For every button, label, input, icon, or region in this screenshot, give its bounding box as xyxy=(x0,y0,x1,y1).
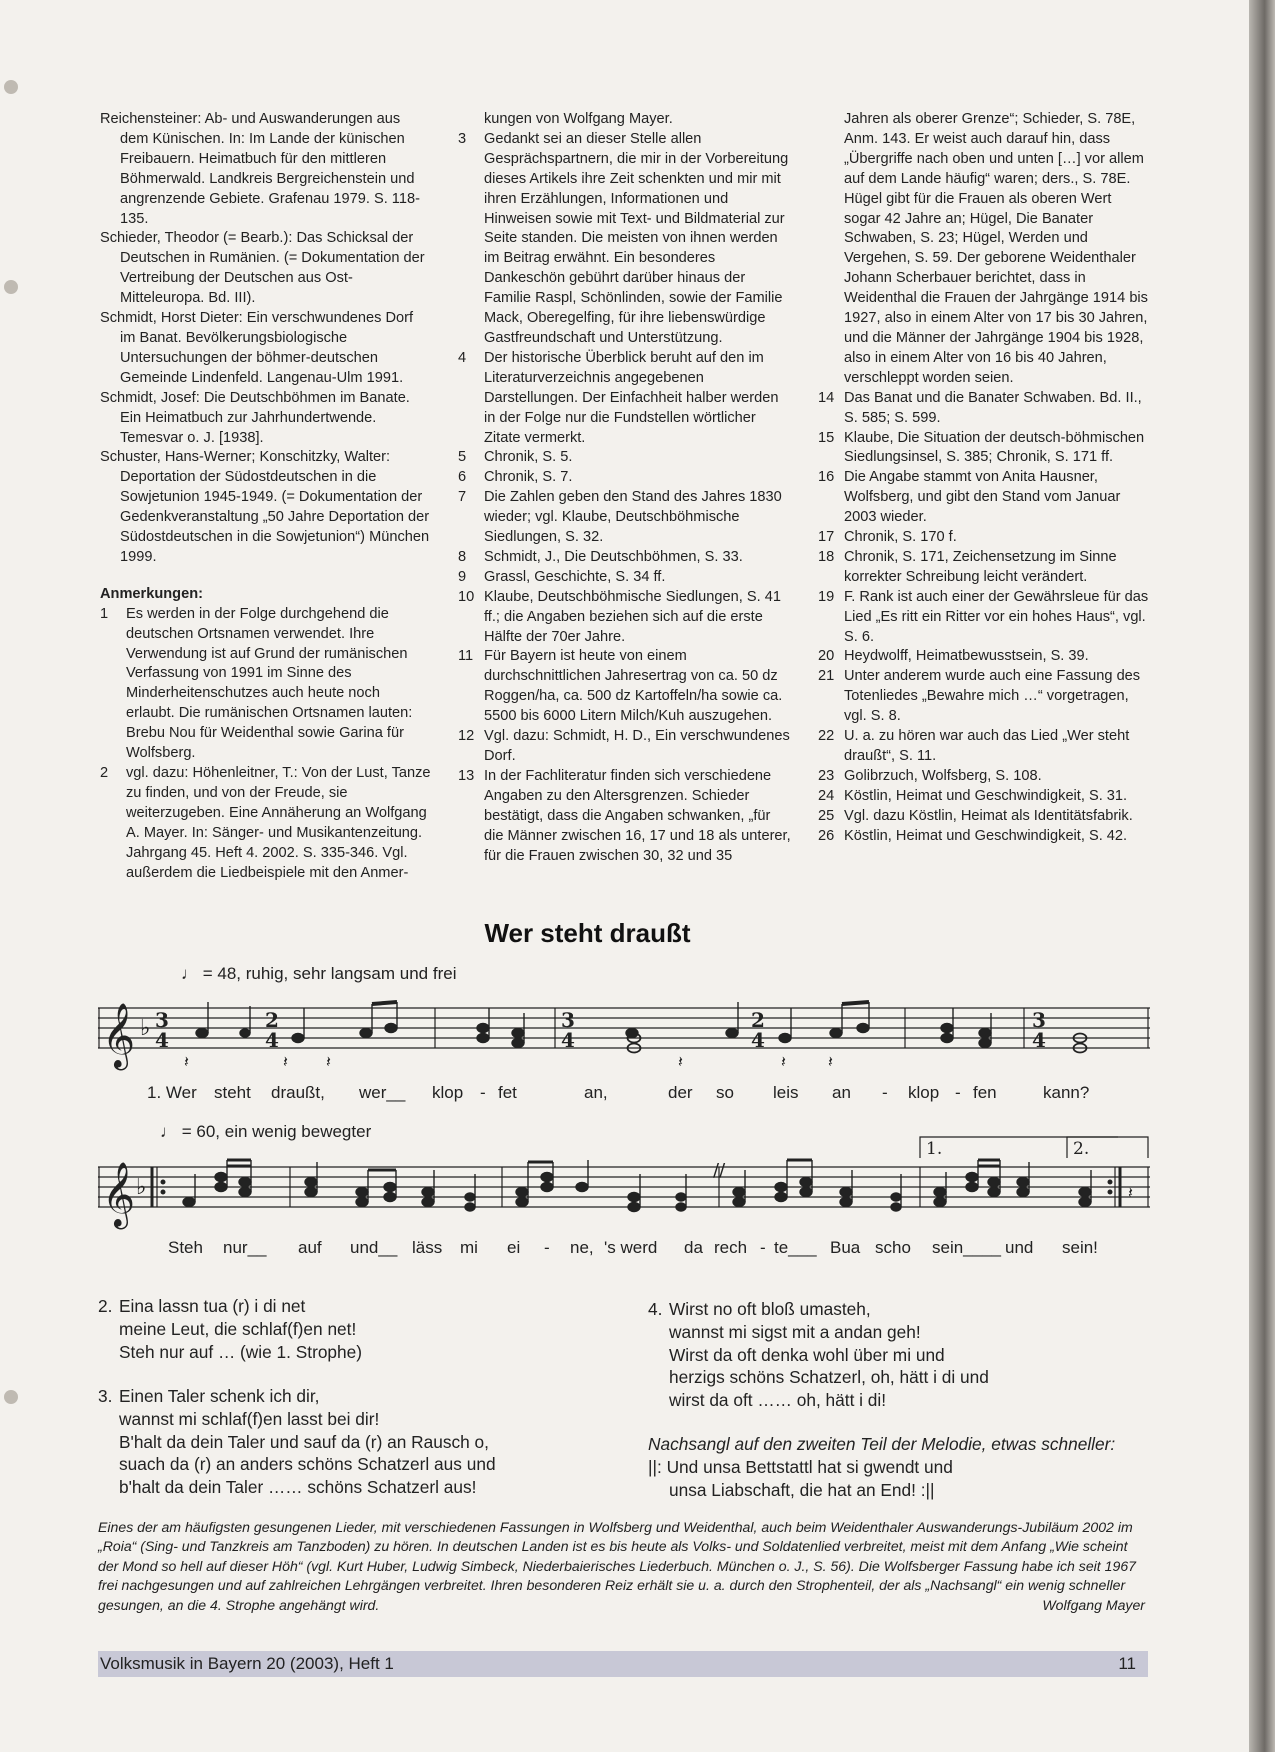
song-title: Wer steht draußt xyxy=(484,918,691,948)
footnote: 15 Klaube, Die Situation der deutsch-böhmischen Siedlungsinsel, S. 385; Chronik, S. 171 ff. xyxy=(818,429,1145,466)
lyric-syllable: klop xyxy=(908,1083,940,1102)
punch-hole xyxy=(4,80,18,94)
volta-2: 2. xyxy=(1073,1139,1090,1159)
lyric-syllable: kann? xyxy=(1043,1083,1090,1102)
lyric-syllable: an xyxy=(832,1083,851,1102)
lyric-syllable: sein____ xyxy=(932,1238,1002,1257)
footnote: 24 Köstlin, Heimat und Geschwindigkeit, S. 31. xyxy=(818,787,1128,804)
lyric-syllable: 1. Wer xyxy=(147,1083,197,1102)
footnote: 22 U. a. zu hören war auch das Lied „Wer steht draußt“, S. 11. xyxy=(818,728,1130,764)
quarter-rest-icon: 𝄽 xyxy=(184,1052,189,1071)
treble-clef-icon: 𝄞 xyxy=(102,1162,136,1227)
lyric-syllable: wer__ xyxy=(359,1083,406,1102)
lyric-syllable: - xyxy=(544,1238,550,1257)
svg-text:4: 4 xyxy=(1032,1028,1046,1052)
lyric-syllable: an, xyxy=(584,1083,608,1102)
footnote: 2 vgl. dazu: Höhenleitner, T.: Von der Lust, Tanze zu finden, und von der Freude, sie weiterzugeben. Eine Annäherung an Wolfgang A. Mayer. In: Sänger- und Musikantenzeitung. Jahrgang 45. Heft 4. 2002. S. 335-346. Vgl. außerdem die Liedbeispiele mit den Anmer- xyxy=(100,765,431,881)
footnote: 13 In der Fachliteratur finden sich verschiedene Angaben zu den Altersgrenzen. Schieder bestätigt, dass die Angaben schwanken, „für die Männer zwischen 16, 17 und 18 als unterer, für die Frauen zwischen 30, 32 und 35 xyxy=(458,767,791,864)
punch-hole xyxy=(4,280,18,294)
svg-text:2: 2 xyxy=(751,1008,765,1032)
lyric-syllable: - xyxy=(760,1238,766,1257)
lyric-syllable: 's werd xyxy=(604,1238,658,1257)
quarter-note-icon: ♩ xyxy=(181,964,198,983)
lyric-syllable: ne, xyxy=(570,1238,594,1257)
footnote-continuation: kungen von Wolfgang Mayer. xyxy=(484,111,673,127)
lyric-syllable: Steh xyxy=(168,1238,203,1257)
commentary-author: Wolfgang Mayer xyxy=(1042,1596,1145,1613)
volta-1: 1. xyxy=(926,1139,943,1159)
reference-entry: Schmidt, Horst Dieter: Ein verschwundenes Dorf im Banat. Bevölkerungsbiologische Untersuchungen der böhmer-deutschen Gemeinde Lindenfeld. Langenau-Ulm 1991. xyxy=(100,310,414,386)
quarter-rest-icon: 𝄽 xyxy=(828,1052,833,1071)
lyric-syllable: steht xyxy=(214,1083,251,1102)
lyric-syllable: ei xyxy=(507,1238,521,1257)
footnote: 5 Chronik, S. 5. xyxy=(458,449,573,466)
svg-text:2: 2 xyxy=(265,1008,279,1032)
lyric-syllable: sein! xyxy=(1062,1238,1098,1257)
reference-entry: Schmidt, Josef: Die Deutschböhmen im Banate. Ein Heimatbuch zur Jahrhundertwende. Temesvar o. J. [1938]. xyxy=(100,389,410,446)
lyric-syllable: da xyxy=(684,1238,703,1257)
footnote: 1 Es werden in der Folge durchgehend die deutschen Ortsnamen verwendet. Ihre Verwendung ist auf Grund der rumänischen Verfassung von 1991 im Sinne des Minderheitenschutzes auch heute noch erlaubt. Die rumänischen Ortsnamen lauten: Brebu Nou für Weidenthal sowie Garina für Wolfsberg. xyxy=(100,605,413,762)
quarter-rest-icon: 𝄽 xyxy=(283,1052,288,1071)
reference-entry: Schieder, Theodor (= Bearb.): Das Schicksal der Deutschen in Rumänien. (= Dokumentation der Vertreibung der Deutschen aus Ost-Mitteleuropa. Bd. III). xyxy=(100,230,425,307)
lyric-syllable: so xyxy=(716,1083,734,1102)
footnote-continuation: Jahren als oberer Grenze“; Schieder, S. 78E, Anm. 143. Er weist auch darauf hin, dass „Übergriffe nach oben und unten […] vor allem auf dem Lande häufig“ waren; ders., S. 78E. Hügel gibt für die Frauen als oberen Wert sogar 42 Jahre an; Hügel, Die Banater Schwaben, S. 23; Hügel, Werden und Vergehen, S. 59. Der geborene Weidenthaler Johann Scherbauer berichtet, dass in Weidenthal die Frauen der Jahrgänge 1914 bis 1927, also in einem Alter von 17 bis 30 Jahren, und die Männer der Jahrgänge 1904 bis 1928, also in einem Alter von 16 bis 40 Jahren, verschleppt worden seien. xyxy=(844,111,1148,386)
reference-entry: Schuster, Hans-Werner; Konschitzky, Walter: Deportation der Südostdeutschen in die Sowjetunion 1945-1949. (= Dokumentation der Gedenkveranstaltung „50 Jahre Deportation der Südostdeutschen in die Sowjetunion“) München 1999. xyxy=(100,449,430,565)
lyric-syllable: Bua xyxy=(830,1238,861,1257)
lyric-syllable: nur__ xyxy=(223,1238,267,1257)
lyric-syllable: klop xyxy=(432,1083,464,1102)
lyric-syllable: te___ xyxy=(774,1238,817,1257)
quarter-rest-icon: 𝄽 xyxy=(781,1052,786,1071)
svg-text:3: 3 xyxy=(1032,1008,1046,1032)
footnote: 21 Unter anderem wurde auch eine Fassung des Totenliedes „Bewahre mich …“ vorgetragen, vgl. S. 8. xyxy=(818,668,1141,725)
lyric-syllable: - xyxy=(955,1083,961,1102)
page-number: 11 xyxy=(1118,1654,1136,1673)
song-commentary: Eines der am häufigsten gesungenen Lieder, mit verschiedenen Fassungen in Wolfsberg und Weidenthal, auch beim Weidenthaler Auswanderungs-Jubiläum 2002 im „Roia“ (Sing- und Tanzkreis am Tanzboden) zu hören. In deutschen Landen ist es bis heute als Volks- und Soldatenlied verbreitet, meist mit dem Anfang „Wie scheint der Mond so hell auf dieser Höh“ (vgl. Kurt Huber, Ludwig Simbeck, Niederbaierisches Liederbuch. München o. J., S. 56). Die Wolfsberger Fassung habe ich seit 1967 frei nachgesungen und auf zahlreichen Lehrgängen verbreitet. Ihren besonderen Reiz erhält sie u. a. durch den Strophenteil, der als „Nachsangl“ ein wenig schneller gesungen, an die 4. Strophe angehängt wird. Wolfgang Mayer xyxy=(98,1518,1145,1615)
footnote: 11 Für Bayern ist heute von einem durchschnittlichen Jahresertrag von ca. 50 dz Roggen/ha, ca. 500 dz Kartoffeln/ha sowie ca. 5500 bis 6000 Litern Milch/Kuh auszugehen. xyxy=(458,648,783,725)
lyric-syllable: draußt, xyxy=(271,1083,325,1102)
svg-text:3: 3 xyxy=(561,1008,575,1032)
reference-entry: Reichensteiner: Ab- und Auswanderungen aus dem Künischen. In: Im Lande der künischen Freibauern. Heimatbuch für den mittleren Böhmerwald. Landkreis Bergreichenstein und angrenzende Gebiete. Grafenau 1979. S. 118-135. xyxy=(100,111,420,227)
footnote: 18 Chronik, S. 171, Zeichensetzung im Sinne korrekter Schreibung leicht verändert. xyxy=(818,548,1117,585)
treble-clef-icon: 𝄞 xyxy=(102,1003,136,1068)
verse-3: 3. Einen Taler schenk ich dir, wannst mi schlaf(f)en lasst bei dir! B'halt da dein Taler und sauf da (r) an Rausch o, suach da (r) an anders schöns Schatzerl aus und b'halt da dein Taler …… schöns Schatzerl aus! xyxy=(98,1386,496,1498)
svg-text:3: 3 xyxy=(155,1008,169,1032)
quarter-rest-icon: 𝄽 xyxy=(1128,1183,1133,1202)
footnote: 3 Gedankt sei an dieser Stelle allen Gesprächspartnern, die mir in der Vorbereitung dieses Artikels ihre Zeit schenkten und mir mit ihren Erzählungen, Informationen und Hinweisen sowie mit Text- und Bildmaterial zur Seite standen. Die meisten von ihnen werden im Beitrag erwähnt. Ein besonderes Dankeschön gebührt darüber hinaus der Familie Raspl, Schönlinden, sowie der Familie Mack, Oberegelfing, für ihre liebenswürdige Gastfreundschaft und Unterstützung. xyxy=(458,130,789,346)
nachsangl: Nachsangl auf den zweiten Teil der Melodie, etwas schneller: ||: Und unsa Bettstattl hat si gwendt und unsa Liabschaft, die hat an End! :|| xyxy=(648,1433,1158,1501)
quarter-rest-icon: 𝄽 xyxy=(326,1052,331,1071)
lyric-syllable: läss xyxy=(412,1238,443,1257)
footnote: 26 Köstlin, Heimat und Geschwindigkeit, S. 42. xyxy=(818,827,1128,844)
music-staff-1 xyxy=(98,988,1152,1078)
lyric-syllable: leis xyxy=(773,1083,799,1102)
lyric-syllable: auf xyxy=(298,1238,322,1257)
footnote: 25 Vgl. dazu Köstlin, Heimat als Identitätsfabrik. xyxy=(818,807,1133,824)
flat-icon: ♭ xyxy=(136,1175,147,1200)
svg-text:4: 4 xyxy=(265,1028,279,1052)
lyric-syllable: fet xyxy=(498,1083,517,1102)
footnote: 20 Heydwolff, Heimatbewusstsein, S. 39. xyxy=(818,648,1089,665)
caesura-icon: // xyxy=(713,1160,726,1181)
lyric-syllable: der xyxy=(668,1083,693,1102)
journal-citation: Volksmusik in Bayern 20 (2003), Heft 1 xyxy=(100,1654,394,1673)
footnote: 7 Die Zahlen geben den Stand des Jahres 1830 wieder; vgl. Klaube, Deutschböhmische Siedlungen, S. 32. xyxy=(458,489,782,546)
lyric-syllable: fen xyxy=(973,1083,997,1102)
lyrics-line-2 xyxy=(0,1238,1200,1262)
flat-icon: ♭ xyxy=(140,1016,151,1041)
text-column-2 xyxy=(458,110,791,866)
lyric-syllable: rech xyxy=(714,1238,748,1257)
nachsangl-title: Nachsangl auf den zweiten Teil der Melodie, etwas schneller: xyxy=(648,1434,1116,1454)
lyrics-line-1 xyxy=(0,1083,1200,1107)
footnote: 19 F. Rank ist auch einer der Gewährsleue für das Lied „Es ritt ein Ritter vor ein hohes Haus“, vgl. S. 6. xyxy=(818,588,1149,645)
lyric-syllable: und__ xyxy=(350,1238,398,1257)
lyric-syllable: - xyxy=(480,1083,486,1102)
page-footer xyxy=(98,1651,1148,1677)
footnote: 10 Klaube, Deutschböhmische Siedlungen, S. 41 ff.; die Angaben beziehen sich auf die erste Hälfte der 70er Jahre. xyxy=(458,588,781,645)
lyric-syllable: mi xyxy=(460,1238,478,1257)
lyric-syllable: und xyxy=(1005,1238,1034,1257)
footnote: 6 Chronik, S. 7. xyxy=(458,469,573,486)
footnote: 23 Golibrzuch, Wolfsberg, S. 108. xyxy=(818,767,1042,784)
footnote: 17 Chronik, S. 170 f. xyxy=(818,529,957,546)
footnote: 8 Schmidt, J., Die Deutschböhmen, S. 33. xyxy=(458,548,743,565)
svg-text:4: 4 xyxy=(561,1028,575,1052)
quarter-rest-icon: 𝄽 xyxy=(678,1052,683,1071)
binding-edge xyxy=(1249,0,1275,1752)
notes-heading: Anmerkungen: xyxy=(100,585,203,602)
lyric-syllable: - xyxy=(882,1083,888,1102)
quarter-note-icon: ♩ xyxy=(160,1122,177,1141)
footnote: 4 Der historische Überblick beruht auf den im Literaturverzeichnis angegebenen Darstellungen. Der Einfachheit halber werden in der Folge nur die Fundstellen wörtlicher Zitate vermerkt. xyxy=(458,349,779,446)
svg-text:4: 4 xyxy=(155,1028,169,1052)
verse-2: 2. Eina lassn tua (r) i di net meine Leut, die schlaf(f)en net! Steh nur auf … (wie 1. Strophe) xyxy=(98,1296,363,1362)
footnote: 9 Grassl, Geschichte, S. 34 ff. xyxy=(458,568,666,585)
footnote: 14 Das Banat und die Banater Schwaben. Bd. II., S. 585; S. 599. xyxy=(818,389,1142,426)
tempo-marking: ♩ = 48, ruhig, sehr langsam und frei xyxy=(181,964,457,983)
footnote: 12 Vgl. dazu: Schmidt, H. D., Ein verschwundenes Dorf. xyxy=(458,728,790,764)
text-column-1 xyxy=(100,110,432,883)
verse-4: 4. Wirst no oft bloß umasteh, wannst mi sigst mit a andan geh! Wirst da oft denka wohl über mi und herzigs schöns Schatzerl, oh, hätt i di und wirst da oft …… oh, hätt i di! xyxy=(648,1299,989,1411)
footnote: 16 Die Angabe stammt von Anita Hausner, Wolfsberg, und gibt den Stand vom Januar 2003 wieder. xyxy=(818,469,1121,526)
lyric-syllable: scho xyxy=(875,1238,911,1257)
punch-hole xyxy=(4,1390,18,1404)
svg-text:4: 4 xyxy=(751,1028,765,1052)
tempo-marking: ♩ = 60, ein wenig bewegter xyxy=(160,1122,372,1141)
music-staff-2 xyxy=(98,1132,1152,1237)
text-column-3 xyxy=(818,110,1150,847)
